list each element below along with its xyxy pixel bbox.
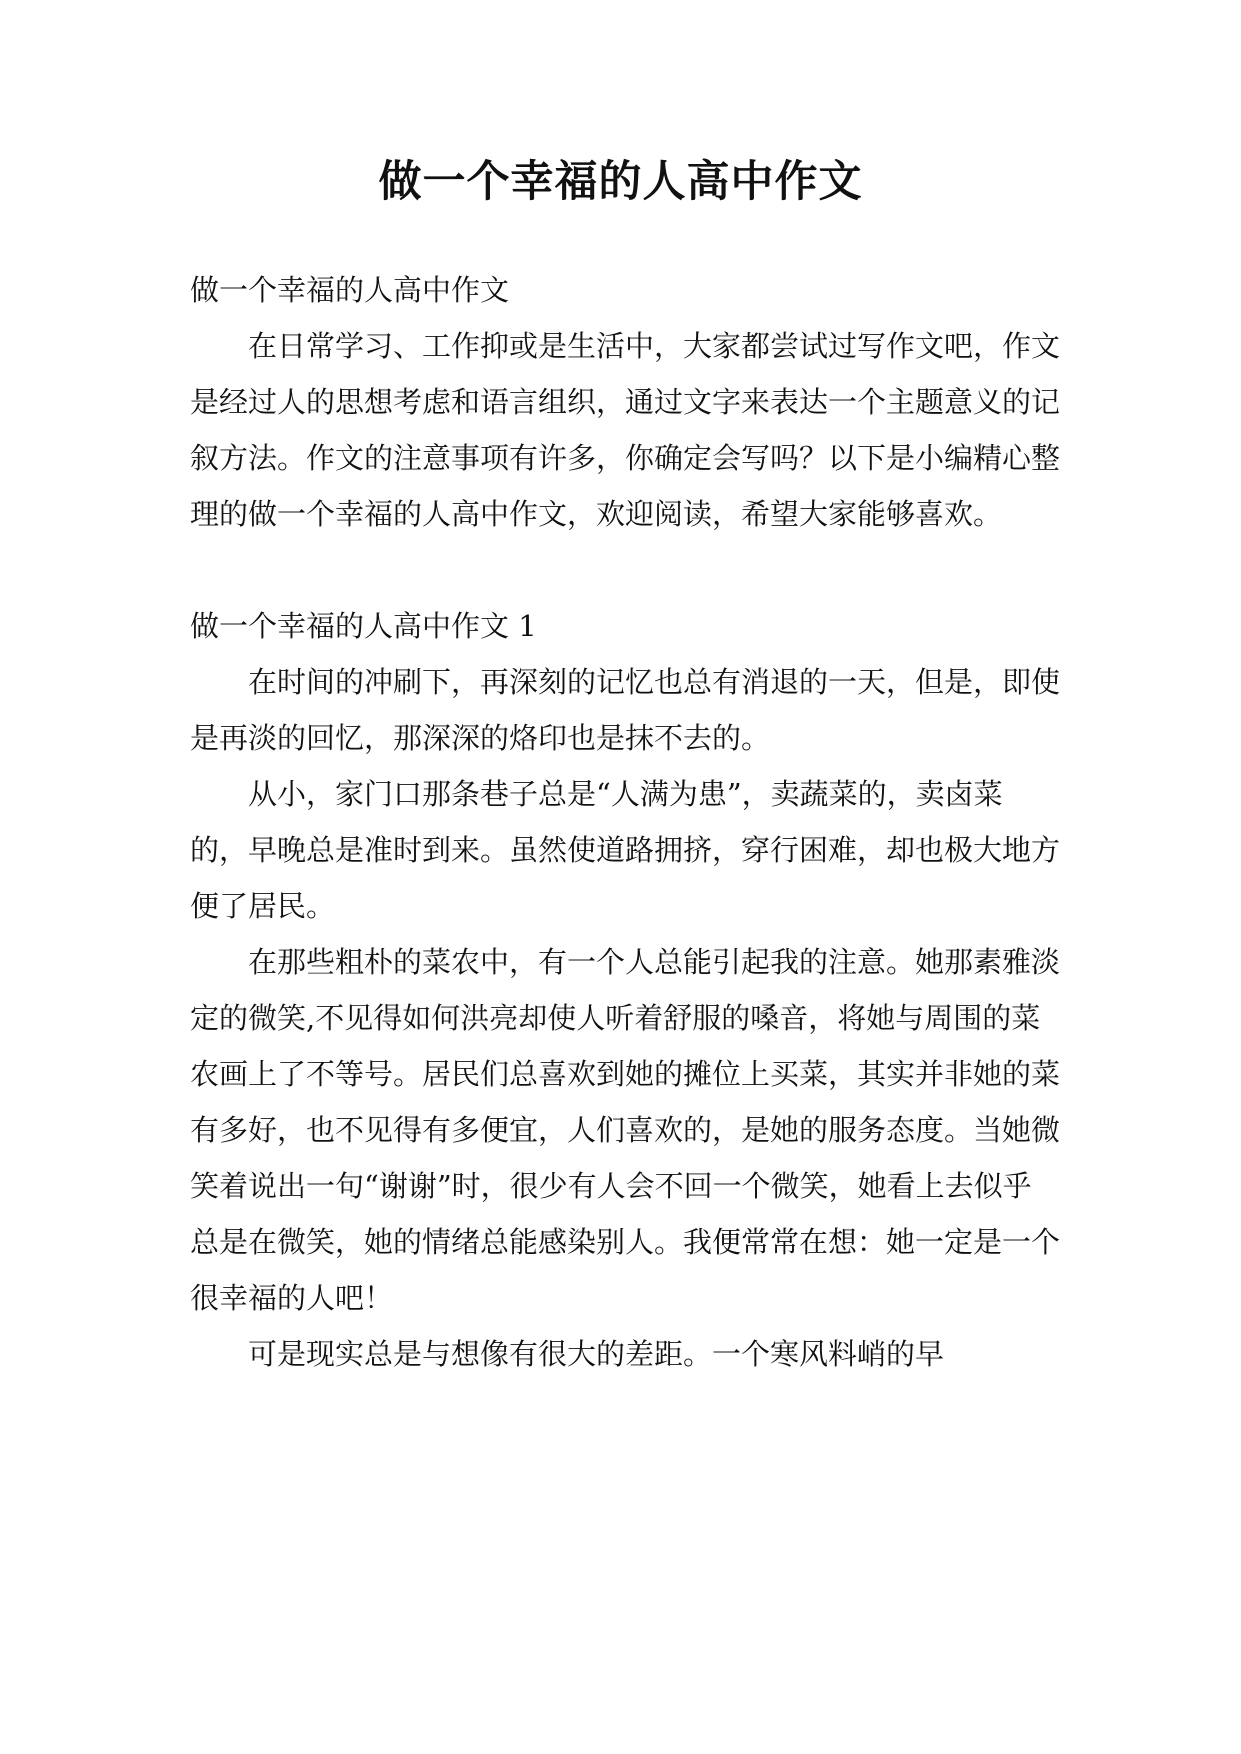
essay-1-paragraph: 可是现实总是与想像有很大的差距。一个寒风料峭的早 [248,1337,945,1371]
essay-1-paragraph: 在时间的冲刷下，再深刻的记忆也总有消退的一天，但是，即使是再淡的回忆，那深深的烙印也是抹不去的。 [190,665,1061,755]
essay-1-heading: 做一个幸福的人高中作文 1 [190,609,537,643]
section-spacer [190,542,1060,598]
essay-1-paragraph: 在那些粗朴的菜农中，有一个人总能引起我的注意。她那素雅淡定的微笑,不见得如何洪亮却使人听着舒服的嗓音，将她与周围的菜农画上了不等号。居民们总喜欢到她的摊位上买菜，其实并非她的菜有多好，也不见得有多便宜，人们喜欢的，是她的服务态度。当她微笑着说出一句“谢谢”时，很少有人会不回一个微笑，她看上去似乎总是在微笑，她的情绪总能感染别人。我便常常在想：她一定是一个很幸福的人吧！ [190,945,1061,1315]
document-title: 做一个幸福的人高中作文 [378,157,863,207]
essay-1-paragraph: 从小，家门口那条巷子总是“人满为患”，卖蔬菜的，卖卤菜的，早晚总是准时到来。虽然使道路拥挤，穿行困难，却也极大地方便了居民。 [190,777,1061,923]
document-body [190,262,1060,1382]
intro-paragraph: 在日常学习、工作抑或是生活中，大家都尝试过写作文吧，作文是经过人的思想考虑和语言组织，通过文字来表达一个主题意义的记叙方法。作文的注意事项有许多，你确定会写吗？以下是小编精心整理的做一个幸福的人高中作文，欢迎阅读，希望大家能够喜欢。 [190,329,1061,531]
intro-heading: 做一个幸福的人高中作文 [190,273,510,307]
